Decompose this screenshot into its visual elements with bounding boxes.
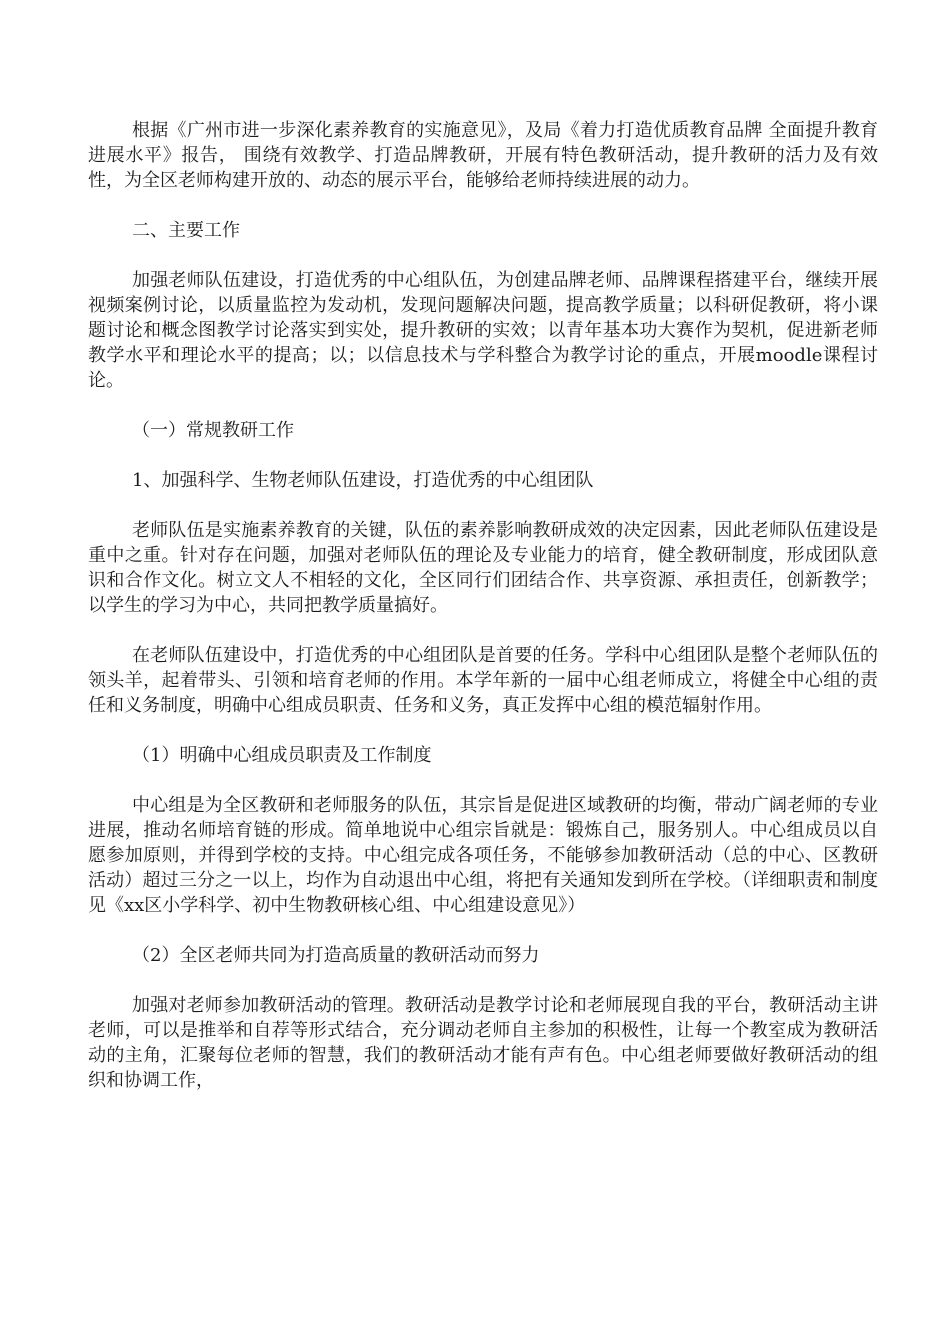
paragraph-activity-management: 加强对老师参加教研活动的管理。教研活动是教学讨论和老师展现自我的平台，教研活动主讲老师，可以是推举和自荐等形式结合，充分调动老师自主参加的积极性，让每一个教室成为教研活动的主角，汇聚每位老师的智慧，我们的教研活动才能有声有色。中心组老师要做好教研活动的组织和协调工作， <box>88 995 878 1091</box>
section-heading-routine-research: （一）常规教研工作 <box>132 420 294 441</box>
document-page <box>88 118 878 1118</box>
subheading-joint-effort: （2）全区老师共同为打造高质量的教研活动而努力 <box>132 945 540 966</box>
paragraph-duties: 中心组是为全区教研和老师服务的队伍，其宗旨是促进区域教研的均衡，带动广阔老师的专业进展，推动名师培育链的形成。简单地说中心组宗旨就是：锻炼自己，服务别人。中心组成员以自愿参加原则，并得到学校的支持。中心组完成各项任务，不能够参加教研活动（总的中心、区教研活动）超过三分之一以上，均作为自动退出中心组，将把有关通知发到所在学校。（详细职责和制度见《xx区小学科学、初中生物教研核心组、中心组建设意见》） <box>88 795 878 916</box>
paragraph-main-work: 加强老师队伍建设，打造优秀的中心组队伍，为创建品牌老师、品牌课程搭建平台，继续开展视频案例讨论，以质量监控为发动机，发现问题解决问题，提高教学质量；以科研促教研，将小课题讨论和概念图教学讨论落实到实处，提升教研的实效；以青年基本功大赛作为契机，促进新老师教学水平和理论水平的提高；以；以信息技术与学科整合为教学讨论的重点，开展moodle课程讨论。 <box>88 270 878 391</box>
subheading-team-building: 1、加强科学、生物老师队伍建设，打造优秀的中心组团队 <box>132 470 594 491</box>
subheading-duties: （1）明确中心组成员职责及工作制度 <box>132 745 432 766</box>
paragraph-intro: 根据《广州市进一步深化素养教育的实施意见》，及局《着力打造优质教育品牌 全面提升教育进展水平》报告， 围绕有效教学、打造品牌教研，开展有特色教研活动，提升教研的活力及有效性，为全区老师构建开放的、动态的展示平台，能够给老师持续进展的动力。 <box>88 120 878 191</box>
section-heading-main-work: 二、主要工作 <box>132 220 240 241</box>
paragraph-teacher-team: 老师队伍是实施素养教育的关键，队伍的素养影响教研成效的决定因素，因此老师队伍建设是重中之重。针对存在问题，加强对老师队伍的理论及专业能力的培育，健全教研制度，形成团队意识和合作文化。树立文人不相轻的文化，全区同行们团结合作、共享资源、承担责任，创新教学；以学生的学习为中心，共同把教学质量搞好。 <box>88 520 878 616</box>
paragraph-core-group: 在老师队伍建设中，打造优秀的中心组团队是首要的任务。学科中心组团队是整个老师队伍的领头羊，起着带头、引领和培育老师的作用。本学年新的一届中心组老师成立，将健全中心组的责任和义务制度，明确中心组成员职责、任务和义务，真正发挥中心组的模范辐射作用。 <box>88 645 878 716</box>
